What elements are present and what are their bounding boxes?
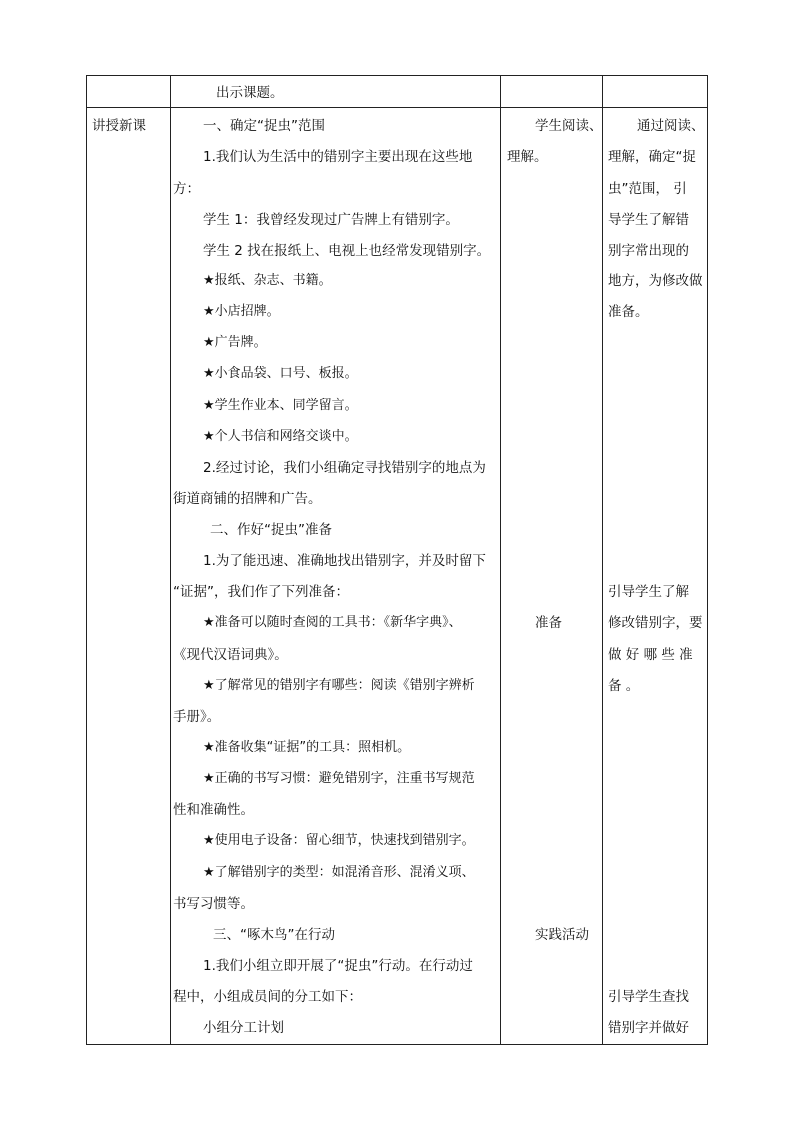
prep-error-types-line2: 书写习惯等。	[173, 896, 254, 912]
row1-content: 出示课题。	[216, 85, 284, 101]
purpose-1-line6: 地方，为修改做	[608, 273, 703, 289]
prep-dictionary-line1: ★准备可以随时查阅的工具书：《新华字典》、	[203, 615, 462, 630]
prep-common-errors-line1: ★了解常见的错别字有哪些：阅读《错别字辨析	[203, 678, 475, 693]
student2-text: 学生 2 找在报纸上、电视上也经常发现错别字。	[203, 243, 491, 259]
prep-camera: ★准备收集“证据”的工具：照相机。	[203, 740, 411, 755]
para4-line1: 1.我们小组立即开展了“捉虫”行动。在行动过	[203, 958, 473, 974]
prep-writing-habit-line1: ★正确的书写习惯：避免错别字，注重书写规范	[203, 771, 475, 786]
bullet-homework: ★学生作业本、同学留言。	[203, 398, 358, 413]
bullet-letters: ★个人书信和网络交谈中。	[203, 429, 358, 444]
para1-line1: 1.我们认为生活中的错别字主要出现在这些地	[203, 149, 473, 165]
student1-text: 学生 1：我曾经发现过广告牌上有错别字。	[203, 212, 459, 228]
purpose-2-line3: 做 好 哪 些 准	[608, 647, 693, 663]
purpose-1-line1: 通过阅读、	[637, 118, 705, 134]
para1-line2: 方：	[173, 181, 200, 197]
prep-common-errors-line2: 手册》。	[173, 709, 221, 725]
section1-title: 一、确定“捉虫”范围	[203, 118, 325, 134]
purpose-2-line1: 引导学生了解	[608, 584, 689, 600]
table-divider-1	[170, 75, 171, 1045]
purpose-1-line7: 准备。	[608, 304, 649, 320]
table-border-top	[86, 75, 708, 76]
prep-writing-habit-line2: 性和准确性。	[173, 802, 254, 818]
purpose-1-line4: 导学生了解错	[608, 212, 689, 228]
prep-dictionary-line2: 《现代汉语词典》。	[173, 647, 288, 663]
table-border-bottom	[86, 1044, 708, 1045]
purpose-1-line2: 理解，确定“捉	[608, 149, 696, 165]
student-activity-1-line2: 理解。	[507, 149, 548, 165]
purpose-2-line2: 修改错别字，要	[608, 615, 703, 631]
para3-line1: 1.为了能迅速、准确地找出错别字，并及时留下	[203, 553, 486, 569]
purpose-1-line3: 虫”范围， 引	[608, 181, 687, 197]
table-border-right	[707, 75, 708, 1045]
bullet-shop-sign: ★小店招牌。	[203, 304, 280, 319]
para3-line2: “证据”，我们作了下列准备：	[173, 584, 349, 600]
prep-error-types-line1: ★了解错别字的类型：如混淆音形、混淆义项、	[203, 865, 475, 880]
section3-title: 三、“啄木鸟”在行动	[213, 927, 335, 943]
para2-line1: 2.经过讨论，我们小组确定寻找错别字的地点为	[203, 460, 486, 476]
purpose-3-line1: 引导学生查找	[608, 989, 689, 1005]
table-divider-2	[500, 75, 501, 1045]
para4-line2: 程中，小组成员间的分工如下：	[173, 989, 362, 1005]
stage-label: 讲授新课	[92, 118, 146, 134]
para2-line2: 街道商铺的招牌和广告。	[173, 491, 322, 507]
student-activity-3: 实践活动	[535, 927, 589, 943]
table-divider-3	[602, 75, 603, 1045]
purpose-2-line4: 备 。	[608, 678, 640, 694]
bullet-snack-bag: ★小食品袋、口号、板报。	[203, 366, 358, 381]
table-border-left	[86, 75, 87, 1045]
bullet-newspaper: ★报纸、杂志、书籍。	[203, 273, 332, 288]
student-activity-2: 准备	[535, 615, 562, 631]
purpose-1-line5: 别字常出现的	[608, 243, 689, 259]
table-row-divider	[86, 107, 708, 108]
purpose-3-line2: 错别字并做好	[608, 1020, 689, 1036]
section2-title: 二、作好“捉虫”准备	[210, 522, 332, 538]
bullet-billboard: ★广告牌。	[203, 335, 267, 350]
prep-devices: ★使用电子设备：留心细节，快速找到错别字。	[203, 833, 475, 848]
group-plan: 小组分工计划	[203, 1020, 284, 1036]
student-activity-1-line1: 学生阅读、	[535, 118, 603, 134]
